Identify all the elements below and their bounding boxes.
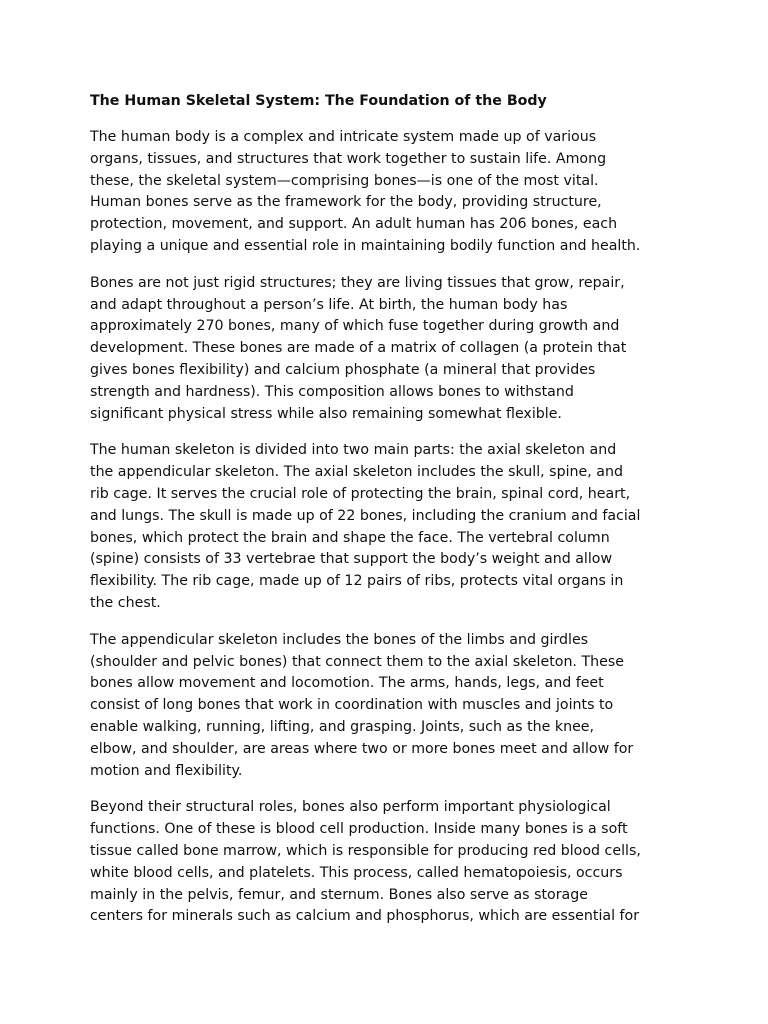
text-line: and lungs. The skull is made up of 22 bones, including the cranium and facial bbox=[90, 507, 641, 524]
text-line: significant physical stress while also remaining somewhat flexible. bbox=[90, 405, 562, 422]
text-line: strength and hardness). This composition allows bones to withstand bbox=[90, 383, 574, 400]
text-line: elbow, and shoulder, are areas where two or more bones meet and allow for bbox=[90, 740, 634, 757]
text-line: approximately 270 bones, many of which fuse together during growth and bbox=[90, 318, 620, 335]
text-line: The human skeleton is divided into two main parts: the axial skeleton and bbox=[90, 442, 617, 459]
text-line: (spine) consists of 33 vertebrae that support the body’s weight and allow bbox=[90, 551, 613, 568]
paragraph-4 bbox=[90, 630, 682, 783]
text-line: Bones are not just rigid structures; they are living tissues that grow, repair, bbox=[90, 274, 625, 291]
text-line: mainly in the pelvis, femur, and sternum. Bones also serve as storage bbox=[90, 886, 588, 903]
text-line: white blood cells, and platelets. This process, called hematopoiesis, occurs bbox=[90, 864, 623, 881]
text-line: consist of long bones that work in coordination with muscles and joints to bbox=[90, 697, 614, 714]
paragraph-3 bbox=[90, 440, 682, 614]
text-line: (shoulder and pelvic bones) that connect them to the axial skeleton. These bbox=[90, 653, 624, 670]
text-line: Human bones serve as the framework for the body, providing structure, bbox=[90, 194, 602, 211]
paragraph-1 bbox=[90, 127, 682, 258]
document-page bbox=[90, 90, 682, 943]
text-line: flexibility. The rib cage, made up of 12 pairs of ribs, protects vital organs in bbox=[90, 573, 624, 590]
text-line: development. These bones are made of a matrix of collagen (a protein that bbox=[90, 340, 627, 357]
text-line: Beyond their structural roles, bones also perform important physiological bbox=[90, 799, 611, 816]
text-line: organs, tissues, and structures that work together to sustain life. Among bbox=[90, 150, 607, 167]
paragraph-5 bbox=[90, 797, 682, 928]
document-title: The Human Skeletal System: The Foundation of the Body bbox=[90, 93, 547, 109]
paragraph-2 bbox=[90, 273, 682, 426]
text-line: these, the skeletal system—comprising bones—is one of the most vital. bbox=[90, 172, 599, 189]
text-line: and adapt throughout a person’s life. At birth, the human body has bbox=[90, 296, 568, 313]
text-line: tissue called bone marrow, which is responsible for producing red blood cells, bbox=[90, 842, 641, 859]
text-line: bones allow movement and locomotion. The arms, hands, legs, and feet bbox=[90, 675, 604, 692]
text-line: the appendicular skeleton. The axial skeleton includes the skull, spine, and bbox=[90, 464, 623, 481]
text-line: enable walking, running, lifting, and grasping. Joints, such as the knee, bbox=[90, 718, 595, 735]
text-line: protection, movement, and support. An adult human has 206 bones, each bbox=[90, 216, 618, 233]
text-line: gives bones flexibility) and calcium phosphate (a mineral that provides bbox=[90, 361, 596, 378]
text-line: rib cage. It serves the crucial role of protecting the brain, spinal cord, heart, bbox=[90, 485, 631, 502]
text-line: centers for minerals such as calcium and phosphorus, which are essential for bbox=[90, 908, 640, 925]
text-line: The appendicular skeleton includes the bones of the limbs and girdles bbox=[90, 631, 589, 648]
text-line: functions. One of these is blood cell production. Inside many bones is a soft bbox=[90, 821, 628, 838]
text-line: the chest. bbox=[90, 594, 161, 611]
text-line: The human body is a complex and intricate system made up of various bbox=[90, 129, 597, 145]
text-line: bones, which protect the brain and shape the face. The vertebral column bbox=[90, 529, 610, 546]
text-line: motion and flexibility. bbox=[90, 762, 243, 779]
text-line: playing a unique and essential role in maintaining bodily function and health. bbox=[90, 237, 641, 254]
